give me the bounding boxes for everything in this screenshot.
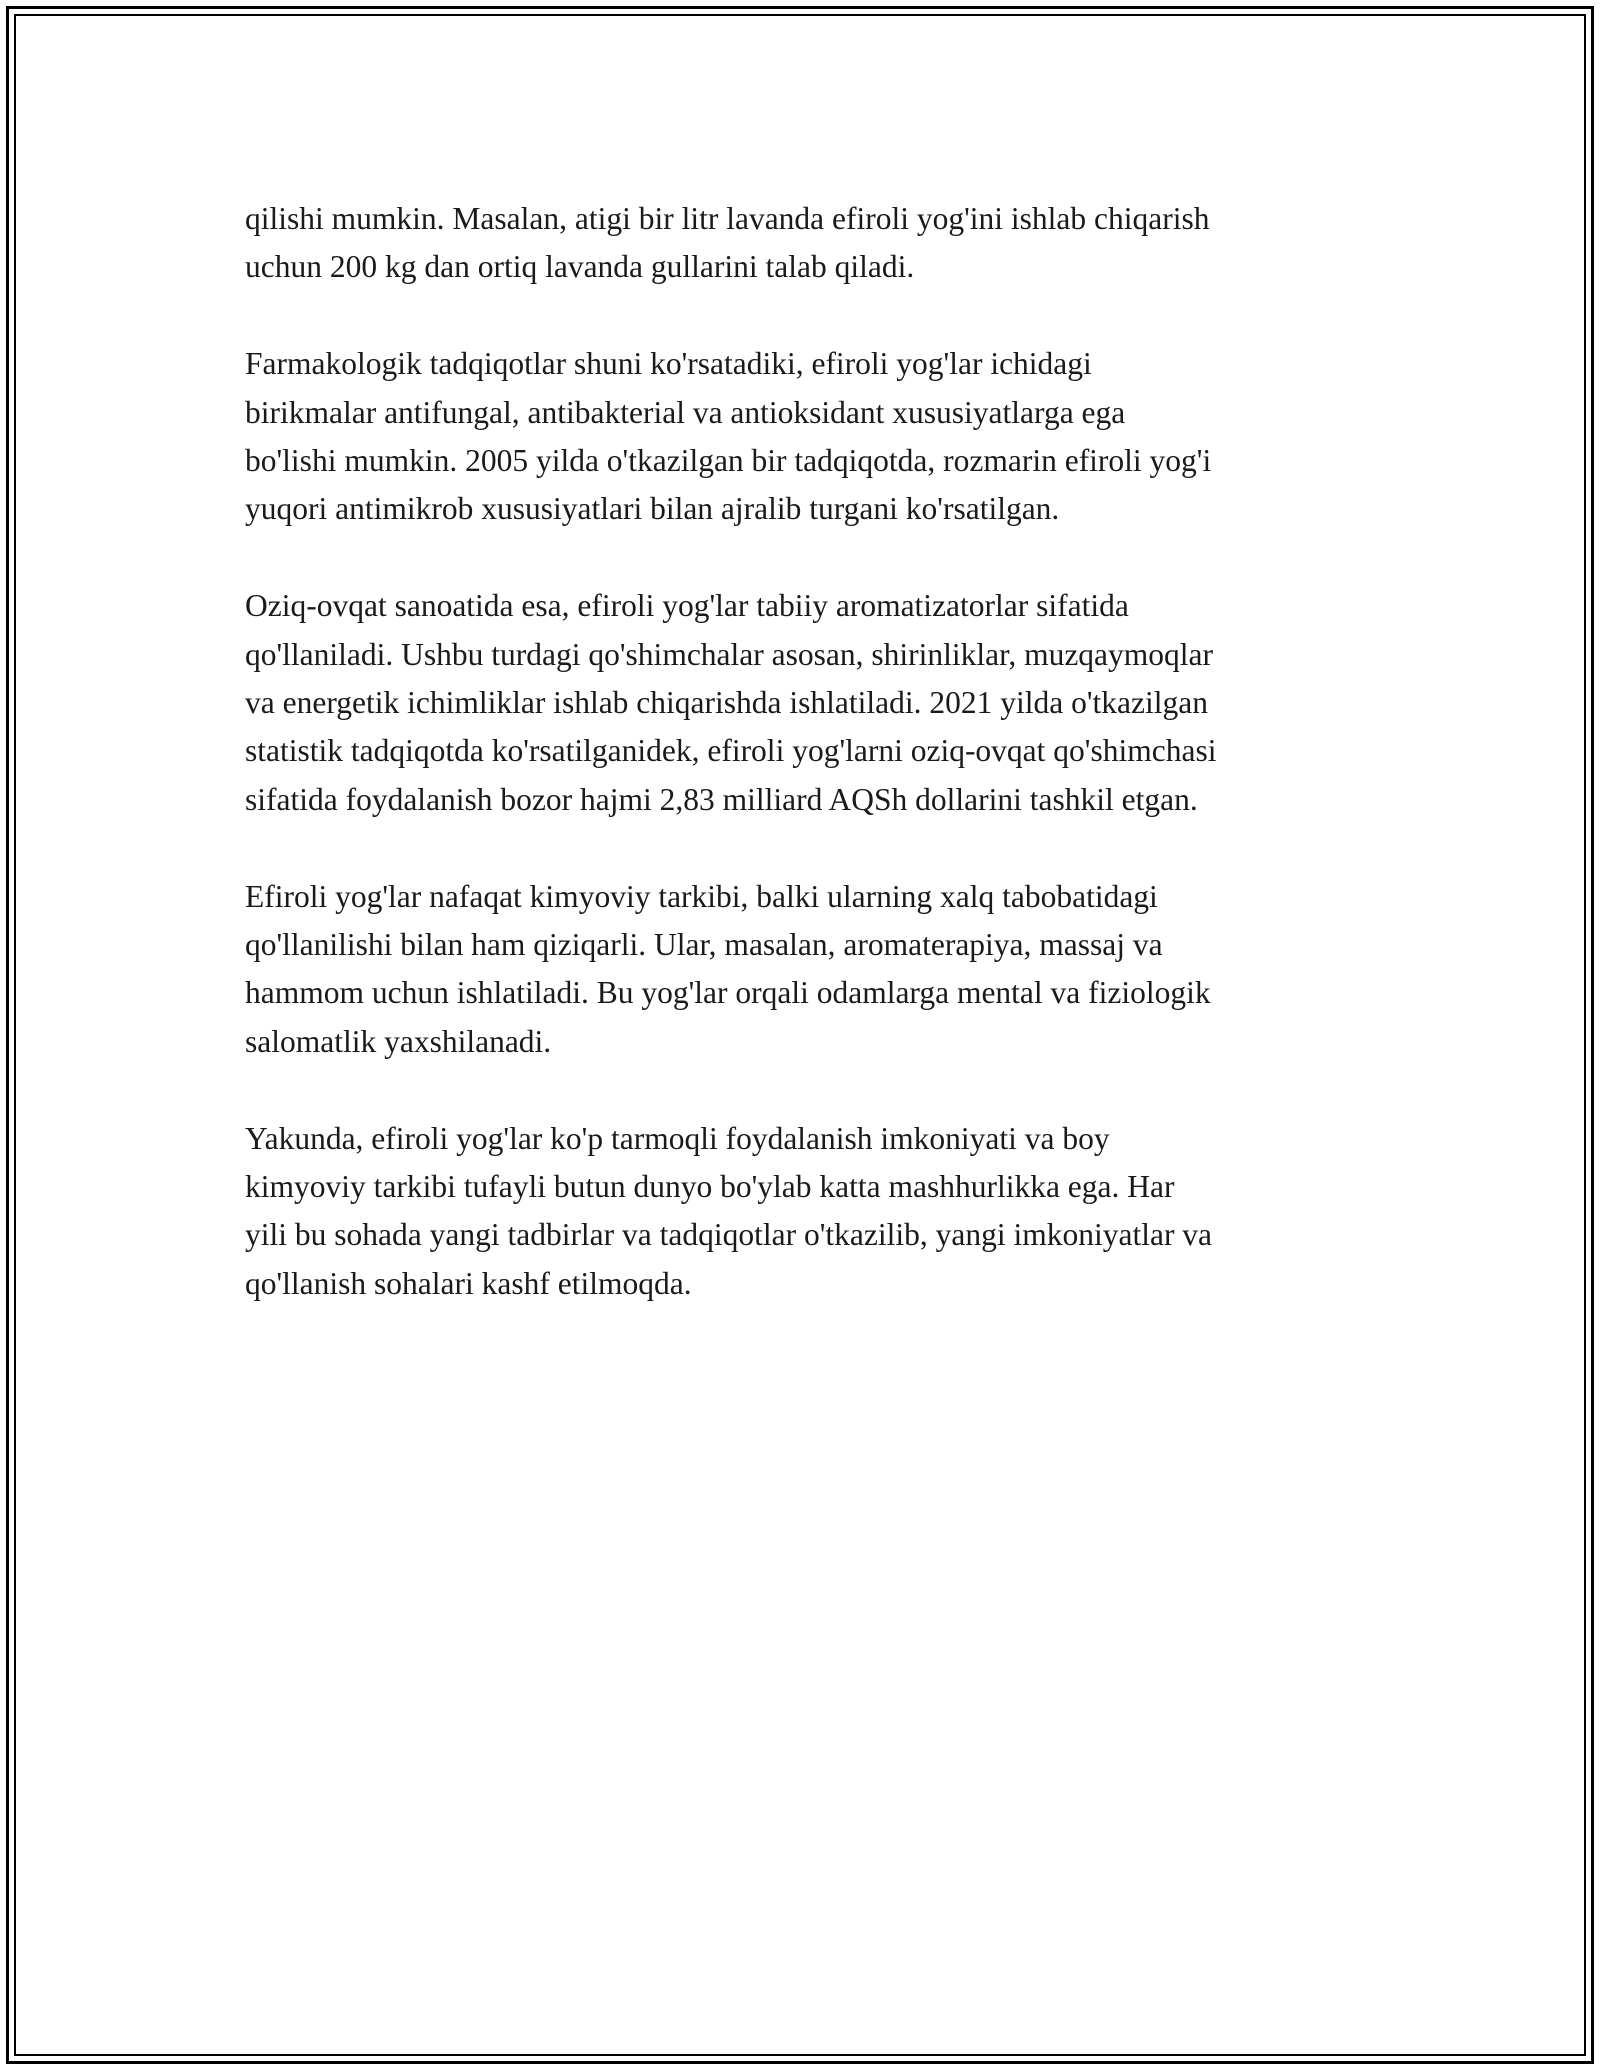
paragraph-1: qilishi mumkin. Masalan, atigi bir litr lavanda efiroli yog'ini ishlab chiqarish uchun 200 kg dan ortiq lavanda gullarini talab qiladi.	[245, 201, 1210, 285]
page-border	[6, 6, 1594, 2064]
paragraph-3: Oziq-ovqat sanoatida esa, efiroli yog'lar tabiiy aromatizatorlar sifatida qo'llaniladi. Ushbu turdagi qo'shimchalar asosan, shirinliklar, muzqaymoqlar va energetik ichimliklar ishlab chiqarishda ishlatiladi. 2021 yilda o'tkazilgan statistik tadqiqotda ko'rsatilganidek, efiroli yog'larni oziq-ovqat qo'shimchasi sifatida foydalanish bozor hajmi 2,83 milliard AQSh dollarini tashkil etgan.	[245, 588, 1217, 817]
paragraph-4: Efiroli yog'lar nafaqat kimyoviy tarkibi, balki ularning xalq tabobatidagi qo'llanilishi bilan ham qiziqarli. Ular, masalan, aromaterapiya, massaj va hammom uchun ishlatiladi. Bu yog'lar orqali odamlarga mental va fiziologik salomatlik yaxshilanadi.	[245, 878, 1211, 1059]
paragraph-5: Yakunda, efiroli yog'lar ko'p tarmoqli foydalanish imkoniyati va boy kimyoviy tarkibi tufayli butun dunyo bo'ylab katta mashhurlikka ega. Har yili bu sohada yangi tadbirlar va tadqiqotlar o'tkazilib, yangi imkoniyatlar va qo'llanish sohalari kashf etilmoqda.	[245, 1120, 1213, 1301]
document-body	[245, 195, 1385, 1357]
paragraph-2: Farmakologik tadqiqotlar shuni ko'rsatadiki, efiroli yog'lar ichidagi birikmalar antifungal, antibakterial va antioksidant xususiyatlarga ega bo'lishi mumkin. 2005 yilda o'tkazilgan bir tadqiqotda, rozmarin efiroli yog'i yuqori antimikrob xususiyatlari bilan ajralib turgani ko'rsatilgan.	[245, 346, 1212, 527]
